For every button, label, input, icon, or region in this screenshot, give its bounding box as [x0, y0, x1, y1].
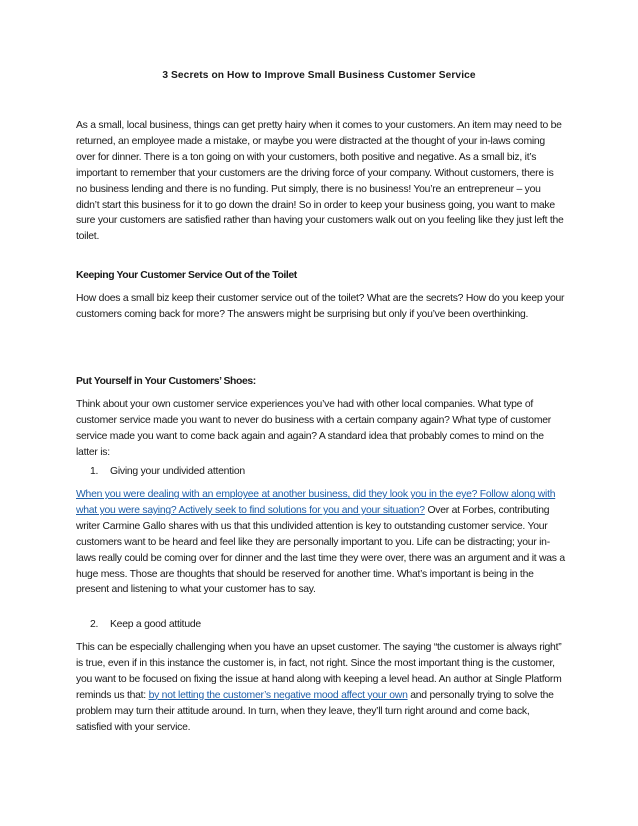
document-title: 3 Secrets on How to Improve Small Business Customer Service	[162, 70, 476, 81]
section-customers-shoes	[76, 374, 566, 461]
intro-paragraph-block	[76, 118, 566, 245]
numbered-list-item	[76, 617, 566, 632]
section-paragraph: How does a small biz keep their customer service out of the toilet? What are the secrets? How do you keep your customers coming back for more? The answers might be surprising but only if you’ve been overthinking.	[76, 293, 565, 320]
section-keeping-customer-service	[76, 268, 566, 323]
item-paragraph-text: Over at Forbes, contributing writer Carmine Gallo shares with us that this undivided attention is key to outstanding customer service. Your customers want to be heard and feel like they are personally important to you. Life can be distracting; your in-laws really could be coming over for dinner and the last time they were over, there was an argument and it was a huge mess. Those are thoughts that should be reserved for another time. What’s important is being in the present and listening to what your customer has to say.	[76, 504, 565, 596]
item-paragraph-text: This can be especially challenging when you have an upset customer. The saying “the customer is always right” is true, even if in this instance the customer is, in fact, not right. Since the most important thing is the customer, you want to be focused on fixing the issue at hand along with keeping a level head. An author at Single Platform reminds us that:	[76, 642, 562, 701]
section-heading: Put Yourself in Your Customers’ Shoes:	[76, 376, 256, 387]
section-paragraph: Think about your own customer service experiences you’ve had with other local companies. What type of customer service made you want to never do business with a certain company again? What type of customer service made you want to come back again and again? A standard idea that probably comes to mind on the latter is:	[76, 399, 551, 458]
item-paragraph	[76, 487, 566, 598]
list-number: 1.	[90, 466, 99, 477]
list-item-label: Giving your undivided attention	[110, 466, 245, 477]
section-heading: Keeping Your Customer Service Out of the Toilet	[76, 270, 297, 281]
item-paragraph	[76, 640, 566, 735]
list-item-undivided-attention	[76, 464, 566, 598]
list-item-good-attitude	[76, 617, 566, 735]
list-number: 2.	[90, 619, 99, 630]
numbered-list-item	[76, 464, 566, 479]
single-platform-link[interactable]: by not letting the customer’s negative mood affect your own	[148, 689, 408, 701]
item-paragraph-text: and personally trying to solve the problem may turn their attitude around. In turn, when they leave, they’ll turn right around and come back, satisfied with your service.	[76, 689, 554, 733]
forbes-article-link[interactable]: When you were dealing with an employee at another business, did they look you in the eye? Follow along with what you were saying? Actively seek to find solutions for you and your situation?	[76, 489, 556, 516]
list-item-label: Keep a good attitude	[110, 619, 201, 630]
intro-paragraph: As a small, local business, things can get pretty hairy when it comes to your customers. An item may need to be returned, an employee made a mistake, or maybe you were distracted at the thought of your in-laws coming over for dinner. There is a ton going on with your customers, both positive and negative. As a small biz, it’s important to remember that your customers are the driving force of your company. Without customers, there is no business lending and there is no funding. Put simply, there is no business! You’re an entrepreneur – you didn’t start this business for it to go down the drain! So in order to keep your business going, you want to make sure your customers are satisfied rather than having your customers walk out on you feeling like they just left the toilet.	[76, 120, 564, 243]
